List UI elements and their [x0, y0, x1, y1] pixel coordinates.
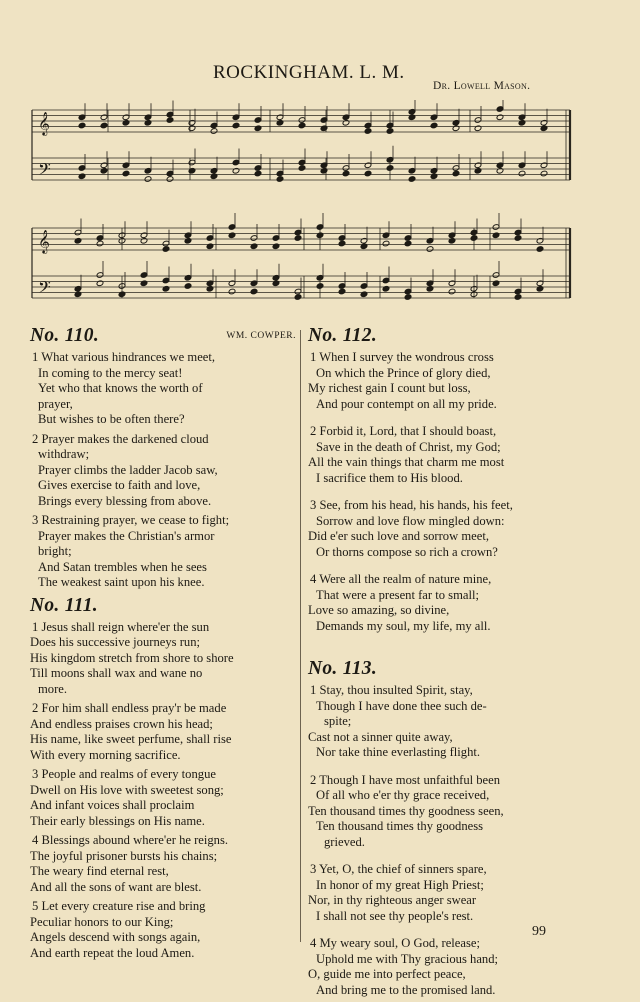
hymn-number: No. 112.	[308, 325, 378, 346]
verse-line: On which the Prince of glory died,	[316, 365, 491, 380]
verse-line: bright;	[38, 544, 72, 558]
verse-line: But wishes to be often there?	[38, 412, 185, 426]
verse-line: Peculiar honors to our King;	[30, 914, 174, 929]
stanza	[308, 773, 574, 851]
verse-line: Does his successive journeys run;	[30, 635, 200, 649]
verse-line: 5 Let every creature rise and bring	[32, 899, 206, 913]
stanza	[30, 833, 302, 895]
verse-line: 3 Restraining prayer, we cease to fight;	[32, 513, 230, 527]
svg-text:𝄢: 𝄢	[38, 159, 51, 183]
hymn-number: No. 113.	[308, 658, 378, 679]
verse-line: Though I have done thee such de-	[316, 698, 487, 713]
verse-line: Brings every blessing from above.	[38, 493, 212, 508]
stanza	[308, 936, 574, 998]
hymn-header	[30, 325, 302, 349]
verse-line: His name, like sweet perfume, shall rise	[30, 732, 232, 746]
verse-line: Sorrow and love flow mingled down:	[316, 513, 505, 528]
stanza	[30, 513, 302, 591]
verse-line: 2 Though I have most unfaithful been	[310, 772, 501, 787]
verse-line: Prayer makes the Christian's armor	[38, 528, 215, 543]
verse-line: In honor of my great High Priest;	[316, 877, 484, 892]
verse-line: Yet who that knows the worth of	[38, 381, 203, 395]
verse-line: All the vain things that charm me most	[308, 455, 505, 469]
verse-line: more.	[38, 681, 68, 696]
verse-line: 4 Were all the realm of nature mine,	[310, 572, 492, 586]
verse-line: Did e'er such love and sorrow meet,	[308, 529, 489, 543]
verse-line: And all the sons of want are blest.	[30, 879, 202, 894]
hymn-header	[308, 658, 574, 682]
verse-line: Angels descend with songs again,	[30, 930, 201, 944]
stanza	[308, 572, 574, 634]
verse-line: Prayer climbs the ladder Jacob saw,	[38, 462, 218, 477]
verse-line: 1 When I survey the wondrous cross	[310, 350, 494, 364]
verse-line: In coming to the mercy seat!	[38, 365, 183, 380]
stanza	[30, 432, 302, 510]
stanza	[30, 701, 302, 763]
verse-line: And bring me to the promised land.	[316, 982, 496, 997]
verse-line: I sacrifice them to His blood.	[316, 470, 463, 485]
verse-line: 3 See, from his head, his hands, his feet,	[310, 498, 513, 512]
verse-line: Of all who e'er thy grace received,	[316, 788, 490, 802]
stanza	[30, 899, 302, 961]
hymn-110	[30, 325, 302, 591]
tune-title: ROCKINGHAM. L. M.	[213, 62, 405, 83]
verse-line: 1 What various hindrances we meet,	[32, 350, 216, 364]
verse-line: 1 Stay, thou insulted Spirit, stay,	[310, 683, 473, 697]
verse-line: 2 For him shall endless pray'r be made	[32, 701, 227, 715]
composer-credit: Dr. Lowell Mason.	[433, 80, 531, 92]
verse-line: 4 Blessings abound where'er he reigns.	[32, 833, 229, 847]
verse-line: 1 Jesus shall reign where'er the sun	[32, 619, 210, 634]
verse-line: And infant voices shall proclaim	[30, 798, 195, 812]
verse-line: grieved.	[324, 834, 365, 849]
verse-line: And pour contempt on all my pride.	[316, 396, 497, 411]
verse-line: Uphold me with Thy gracious hand;	[316, 951, 499, 966]
stanza	[30, 620, 302, 698]
verse-line: Ten thousand times thy goodness	[316, 819, 484, 833]
verse-line: 4 My weary soul, O God, release;	[310, 936, 480, 950]
verse-line: 3 Yet, O, the chief of sinners spare,	[310, 862, 487, 876]
verse-line: I shall not see thy people's rest.	[316, 908, 474, 923]
verse-line: The weakest saint upon his knee.	[38, 575, 205, 589]
verse-line: spite;	[324, 714, 352, 728]
hymn-number: No. 111.	[30, 594, 98, 616]
stanza	[308, 424, 574, 486]
verse-line: The joyful prisoner bursts his chains;	[30, 848, 218, 863]
verse-line: 2 Forbid it, Lord, that I should boast,	[310, 424, 497, 438]
stanza	[308, 498, 574, 560]
verse-line: Demands my soul, my life, my all.	[316, 618, 491, 633]
verse-line: Nor take thine everlasting flight.	[316, 745, 481, 759]
hymn-number: No. 110.	[30, 325, 100, 346]
svg-text:𝄢: 𝄢	[38, 277, 51, 301]
verse-line: Save in the death of Christ, my God;	[316, 439, 501, 454]
verse-line: Dwell on His love with sweetest song;	[30, 782, 224, 797]
page-number: 99	[532, 924, 546, 939]
stanza	[308, 683, 574, 761]
right-column	[308, 325, 574, 1002]
verse-line: Love so amazing, so divine,	[308, 603, 450, 617]
verse-line: O, guide me into perfect peace,	[308, 967, 466, 981]
hymn-header	[30, 595, 302, 619]
stanza	[30, 767, 302, 829]
verse-line: Gives exercise to faith and love,	[38, 478, 201, 492]
verse-line: 3 People and realms of every tongue	[32, 767, 216, 781]
verse-line: That were a present far to small;	[316, 587, 479, 602]
hymn-113	[308, 658, 574, 998]
verse-line: With every morning sacrifice.	[30, 747, 181, 762]
verse-line: The weary find eternal rest,	[30, 864, 169, 878]
svg-text:𝄞: 𝄞	[38, 111, 50, 135]
verse-line: His kingdom stretch from shore to shore	[30, 650, 234, 665]
verse-line: Ten thousand times thy goodness seen,	[308, 803, 504, 818]
music-score	[30, 100, 575, 322]
stanza	[308, 350, 574, 412]
verse-line: Till moons shall wax and wane no	[30, 666, 203, 680]
svg-text:𝄞: 𝄞	[38, 229, 50, 253]
verse-line: Or thorns compose so rich a crown?	[316, 544, 498, 559]
verse-line: withdraw;	[38, 447, 90, 461]
hymn-author: WM. COWPER.	[226, 331, 296, 341]
verse-line: Cast not a sinner quite away,	[308, 729, 453, 744]
stanza	[30, 350, 302, 428]
verse-line: My richest gain I count but loss,	[308, 381, 471, 395]
verse-line: Their early blessings on His name.	[30, 813, 205, 828]
hymn-header	[308, 325, 574, 349]
verse-line: 2 Prayer makes the darkened cloud	[32, 431, 209, 446]
verse-line: prayer,	[38, 396, 73, 411]
verse-line: Nor, in thy righteous anger swear	[308, 893, 477, 907]
hymn-111	[30, 595, 302, 962]
left-column	[30, 325, 302, 965]
hymn-112	[308, 325, 574, 634]
stanza	[308, 862, 574, 924]
verse-line: And endless praises crown his head;	[30, 716, 213, 731]
verse-line: And earth repeat the loud Amen.	[30, 945, 195, 960]
verse-line: And Satan trembles when he sees	[38, 559, 207, 574]
